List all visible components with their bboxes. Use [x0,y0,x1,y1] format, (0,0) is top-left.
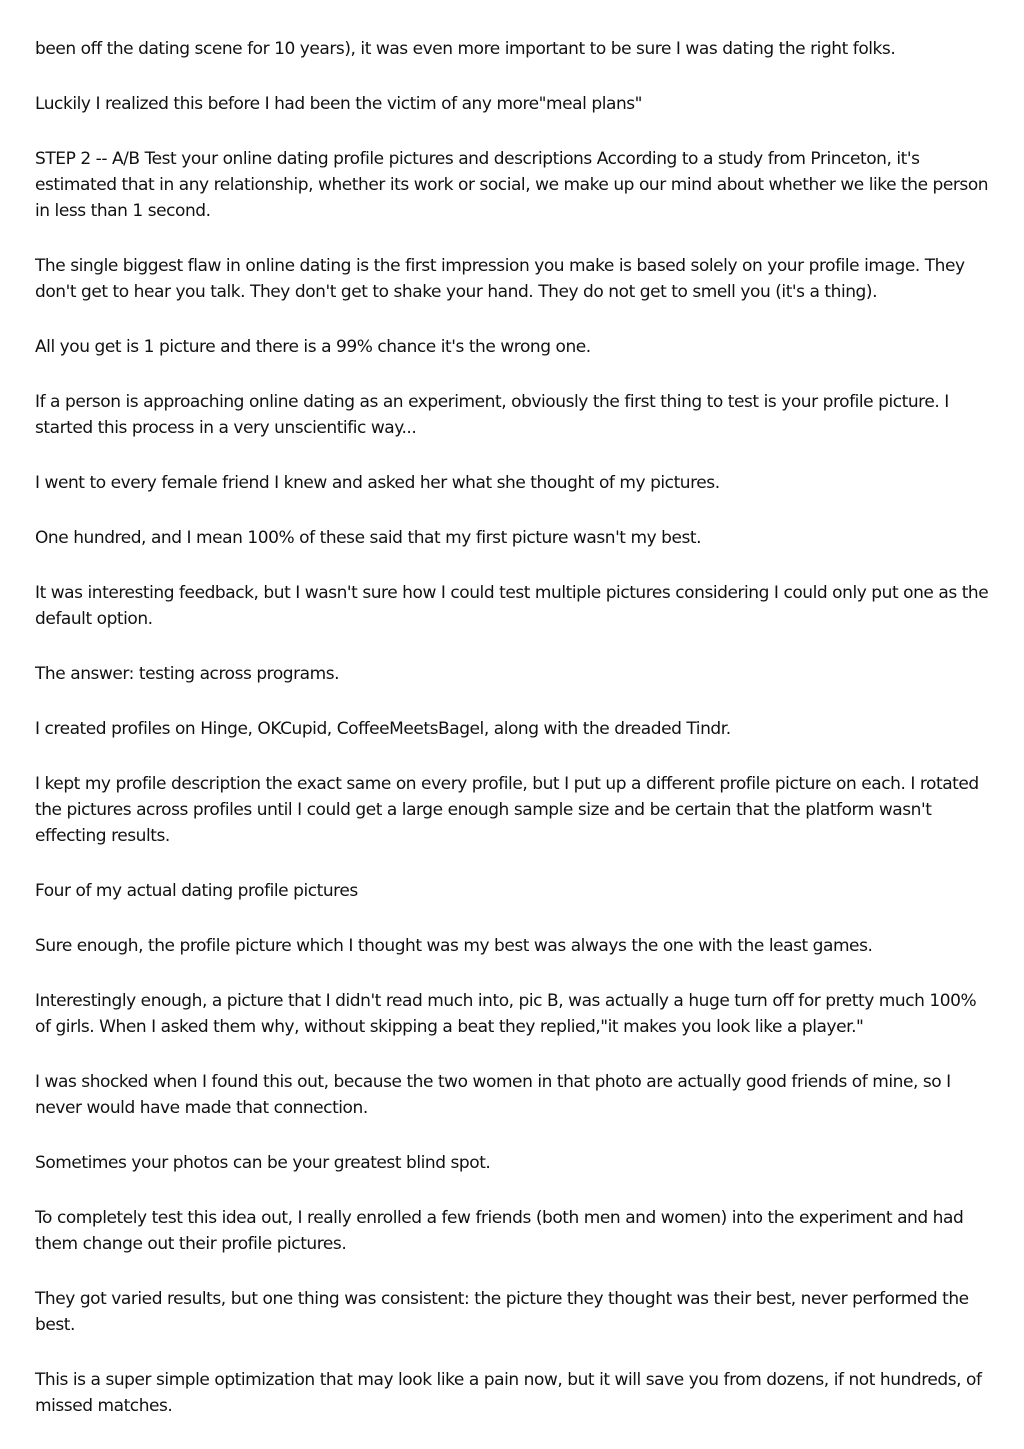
paragraph: I kept my profile description the exact same on every profile, but I put up a different profile picture on each. I rotated the pictures across profiles until I could get a large enough sample size and be certain that the platform wasn't effecting results. [35,774,979,846]
paragraph: STEP 2 -- A/B Test your online dating profile pictures and descriptions According to a study from Princeton, it's estimated that in any relationship, whether its work or social, we make up our mind about whether we like the person in less than 1 second. [35,149,989,221]
paragraph: The answer: testing across programs. [35,664,340,684]
article-body [35,36,995,1448]
paragraph: Luckily I realized this before I had been the victim of any more"meal plans" [35,94,643,114]
paragraph: I created profiles on Hinge, OKCupid, CoffeeMeetsBagel, along with the dreaded Tindr. [35,719,731,739]
paragraph: It was interesting feedback, but I wasn't sure how I could test multiple pictures considering I could only put one as the default option. [35,583,989,629]
paragraph: They got varied results, but one thing was consistent: the picture they thought was their best, never performed the best. [35,1289,969,1335]
paragraph: I went to every female friend I knew and asked her what she thought of my pictures. [35,473,720,493]
paragraph: Sure enough, the profile picture which I thought was my best was always the one with the least games. [35,936,873,956]
paragraph: Sometimes your photos can be your greatest blind spot. [35,1153,491,1173]
paragraph: If a person is approaching online dating as an experiment, obviously the first thing to test is your profile picture. I started this process in a very unscientific way... [35,392,949,438]
paragraph: One hundred, and I mean 100% of these said that my first picture wasn't my best. [35,528,702,548]
paragraph: To completely test this idea out, I really enrolled a few friends (both men and women) into the experiment and had them change out their profile pictures. [35,1208,964,1254]
paragraph: I was shocked when I found this out, because the two women in that photo are actually good friends of mine, so I never would have made that connection. [35,1072,951,1118]
paragraph: been off the dating scene for 10 years), it was even more important to be sure I was dating the right folks. [35,39,896,59]
paragraph: This is a super simple optimization that may look like a pain now, but it will save you from dozens, if not hundreds, of missed matches. [35,1370,982,1416]
image-caption: Four of my actual dating profile pictures [35,881,358,901]
paragraph: Interestingly enough, a picture that I didn't read much into, pic B, was actually a huge turn off for pretty much 100% of girls. When I asked them why, without skipping a beat they replied,"it makes you look like a player." [35,991,977,1037]
paragraph: The single biggest flaw in online dating is the first impression you make is based solely on your profile image. They don't get to hear you talk. They don't get to shake your hand. They do not get to smell you (it's a thing). [35,256,965,302]
paragraph: All you get is 1 picture and there is a 99% chance it's the wrong one. [35,337,591,357]
